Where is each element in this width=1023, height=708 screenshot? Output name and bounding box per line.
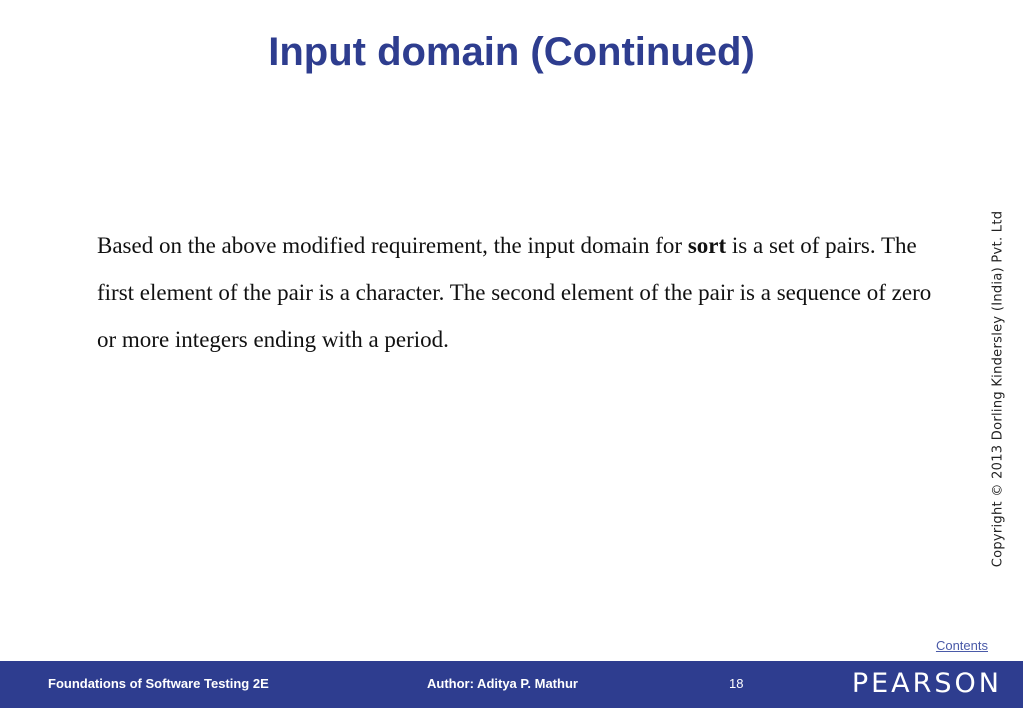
pearson-logo: PEARSON xyxy=(851,668,1002,699)
footer-bar xyxy=(0,661,1023,708)
footer-book-title: Foundations of Software Testing 2E xyxy=(48,676,269,691)
copyright-text: Copyright © 2013 Dorling Kindersley (India) Pvt. Ltd xyxy=(990,210,1006,568)
slide-title: Input domain (Continued) xyxy=(268,30,755,74)
body-text-bold-sort: sort xyxy=(687,233,727,258)
contents-link[interactable]: Contents xyxy=(935,638,988,653)
page-number: 18 xyxy=(729,676,744,691)
body-text-part2: is a set of pairs. The first element of the pair is a character. The second element of the pair is a sequence of zero or more integers ending with a period. xyxy=(97,233,932,352)
body-text-part1: Based on the above modified requirement, the input domain for xyxy=(97,233,688,258)
footer-author: Author: Aditya P. Mathur xyxy=(427,676,578,691)
slide-body xyxy=(97,222,947,363)
